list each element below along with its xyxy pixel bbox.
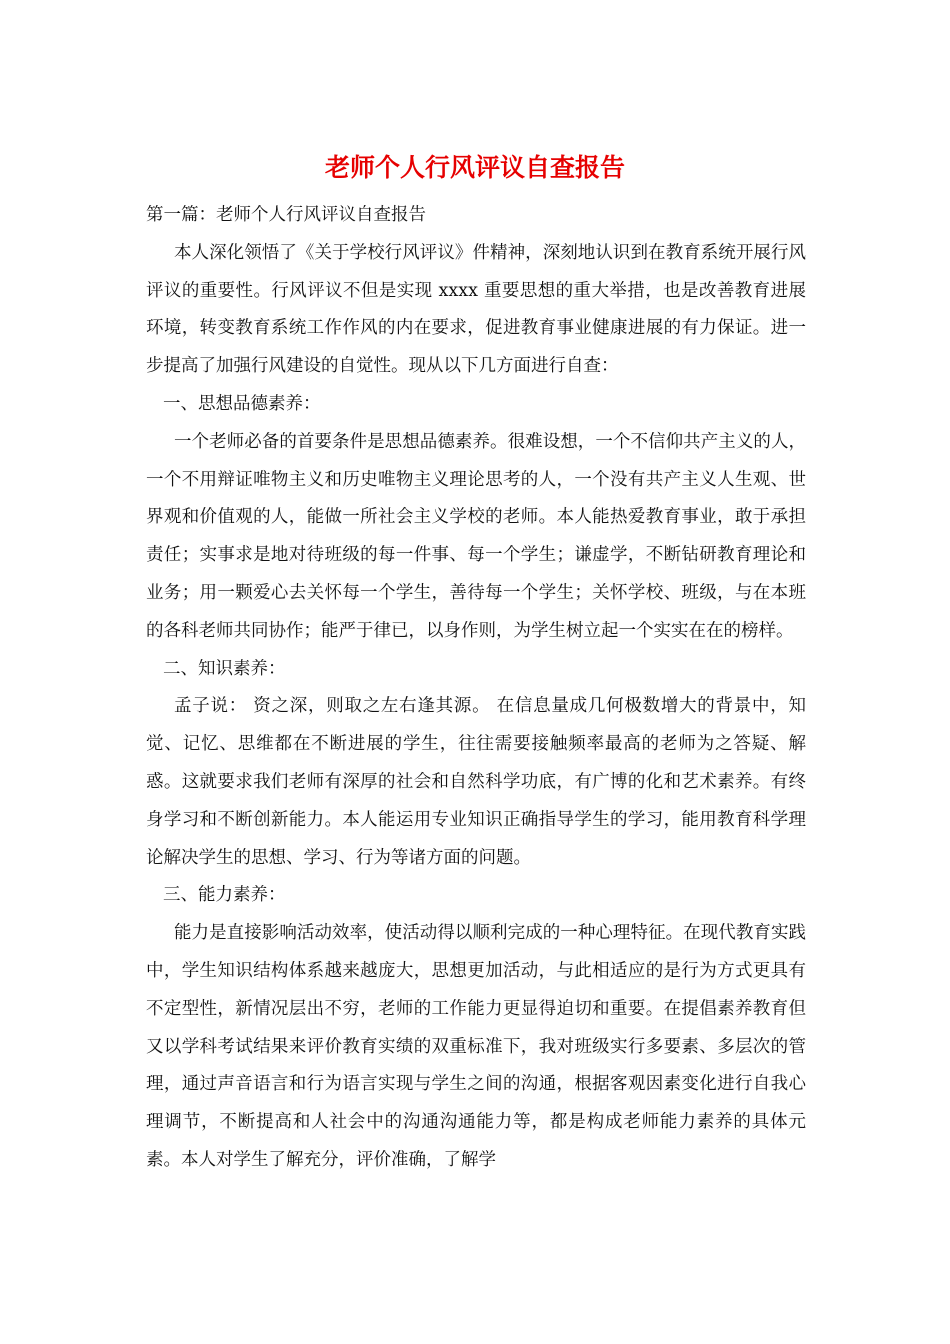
section-paragraph-2: 孟子说： 资之深，则取之左右逢其源。 在信息量成几何极数增大的背景中，知觉、记忆、思维都在不断进展的学生，往往需要接触频率最高的老师为之答疑、解惑。这就要求我们老师有深厚的社会和自然科学功底，有广博的化和艺术素养。有终身学习和不断创新能力。本人能运用专业知识正确指导学生的学习，能用教育科学理论解决学生的思想、学习、行为等诸方面的问题。	[146, 696, 806, 868]
intro-paragraph: 本人深化领悟了《关于学校行风评议》件精神，深刻地认识到在教育系统开展行风评议的重要性。行风评议不但是实现 xxxx 重要思想的重大举措，也是改善教育进展环境，转变教育系统工作作风的内在要求，促进教育事业健康进展的有力保证。进一步提高了加强行风建设的自觉性。现从以下几方面进行自查：	[146, 242, 806, 377]
section-heading-3: 三、能力素养：	[163, 885, 286, 906]
document-body	[146, 197, 806, 1180]
section-heading-2: 二、知识素养：	[163, 658, 286, 679]
section-paragraph-3: 能力是直接影响活动效率，使活动得以顺利完成的一种心理特征。在现代教育实践中，学生知识结构体系越来越庞大，思想更加活动，与此相适应的是行为方式更具有不定型性，新情况层出不穷，老师的工作能力更显得迫切和重要。在提倡素养教育但又以学科考试结果来评价教育实绩的双重标准下，我对班级实行多要素、多层次的管理，通过声音语言和行为语言实现与学生之间的沟通，根据客观因素变化进行自我心理调节，不断提高和人社会中的沟通沟通能力等，都是构成老师能力素养的具体元素。本人对学生了解充分，评价准确，了解学	[146, 923, 806, 1170]
section-heading-1: 一、思想品德素养：	[163, 393, 321, 414]
section-paragraph-1: 一个老师必备的首要条件是思想品德素养。很难设想，一个不信仰共产主义的人，一个不用辩证唯物主义和历史唯物主义理论思考的人，一个没有共产主义人生观、世界观和价值观的人，能做一所社会主义学校的老师。本人能热爱教育事业，敢于承担责任；实事求是地对待班级的每一件事、每一个学生；谦虚学，不断钻研教育理论和业务；用一颗爱心去关怀每一个学生，善待每一个学生；关怀学校、班级，与在本班的各科老师共同协作；能严于律已，以身作则，为学生树立起一个实实在在的榜样。	[146, 431, 806, 641]
document-subtitle: 第一篇：老师个人行风评议自查报告	[146, 205, 426, 225]
document-title: 老师个人行风评议自查报告	[324, 153, 625, 182]
